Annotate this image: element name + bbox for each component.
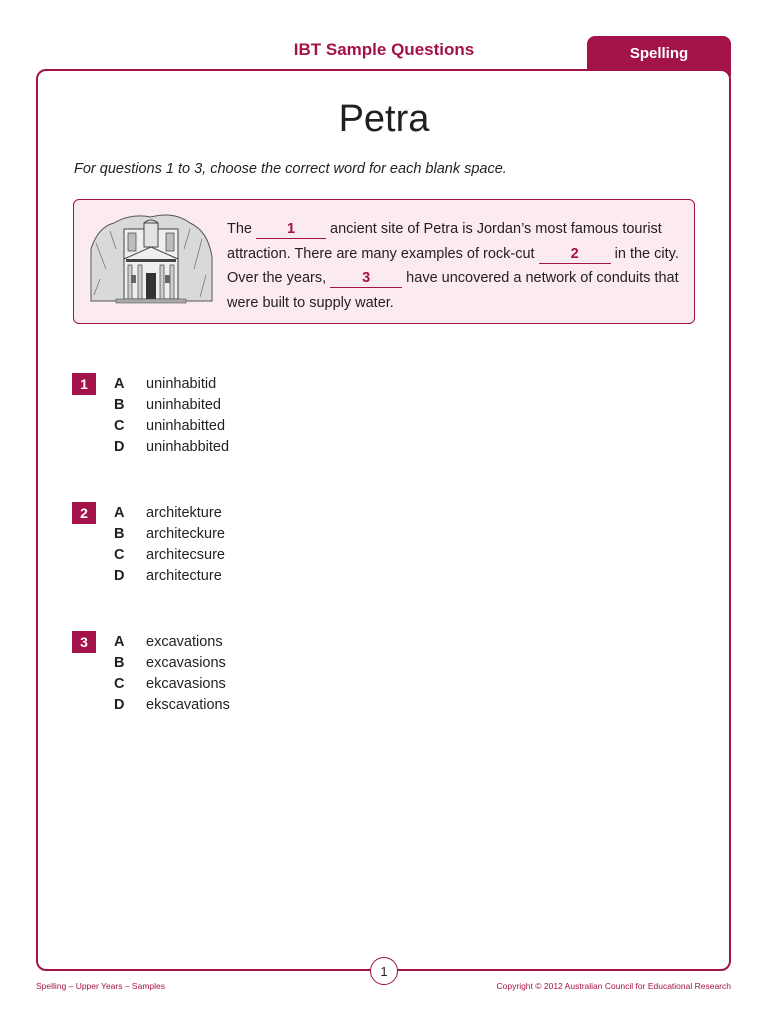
option-letter: A bbox=[114, 376, 125, 392]
option-text: uninhabited bbox=[146, 397, 221, 413]
footer-left-text: Spelling – Upper Years – Samples bbox=[36, 981, 165, 991]
footer-copyright: Copyright © 2012 Australian Council for Educational Research bbox=[496, 981, 731, 991]
passage-part-4: have uncovered a network of conduits that were built to supply water. bbox=[227, 270, 679, 311]
instruction-text: For questions 1 to 3, choose the correct word for each blank space. bbox=[74, 161, 507, 177]
page-title: Petra bbox=[338, 98, 430, 140]
option-letter: C bbox=[114, 676, 125, 692]
blank-2: 2 bbox=[539, 245, 611, 264]
option-letter: B bbox=[114, 526, 125, 542]
passage-text bbox=[227, 217, 687, 315]
option-text: architeckure bbox=[146, 526, 225, 542]
option-letter: B bbox=[114, 655, 125, 671]
option-text: architekture bbox=[146, 505, 222, 521]
option-text: uninhabitid bbox=[146, 376, 217, 392]
passage-part-1: The bbox=[227, 221, 257, 237]
question-number-badge: 2 bbox=[72, 502, 96, 524]
header-title: IBT Sample Questions bbox=[293, 40, 475, 59]
option-text: excavations bbox=[146, 634, 223, 650]
option-letter: A bbox=[114, 505, 125, 521]
passage-part-2: ancient site of Petra is Jordan’s most famous tourist attraction. There are many examples of rock-cut bbox=[227, 221, 662, 262]
option-letter: B bbox=[114, 397, 125, 413]
blank-3: 3 bbox=[330, 269, 402, 288]
option-letter: D bbox=[114, 568, 125, 584]
option-letter: D bbox=[114, 697, 125, 713]
option-text: architecture bbox=[146, 568, 222, 584]
petra-treasury-illustration bbox=[86, 209, 216, 309]
option-text: architecsure bbox=[146, 547, 225, 563]
option-text: uninhabitted bbox=[146, 418, 226, 434]
section-tab-spelling: Spelling bbox=[587, 36, 731, 76]
option-letter: A bbox=[114, 634, 125, 650]
option-letter: C bbox=[114, 547, 125, 563]
page-number: 1 bbox=[370, 957, 398, 985]
option-letter: D bbox=[114, 439, 125, 455]
option-text: uninhabbited bbox=[146, 439, 230, 455]
question-number-badge: 1 bbox=[72, 373, 96, 395]
option-text: ekcavasions bbox=[146, 676, 226, 692]
blank-1: 1 bbox=[256, 220, 326, 239]
option-text: excavasions bbox=[146, 655, 226, 671]
option-text: ekscavations bbox=[146, 697, 230, 713]
question-number-badge: 3 bbox=[72, 631, 96, 653]
option-letter: C bbox=[114, 418, 125, 434]
passage-part-3: in the city. Over the years, bbox=[227, 245, 679, 286]
